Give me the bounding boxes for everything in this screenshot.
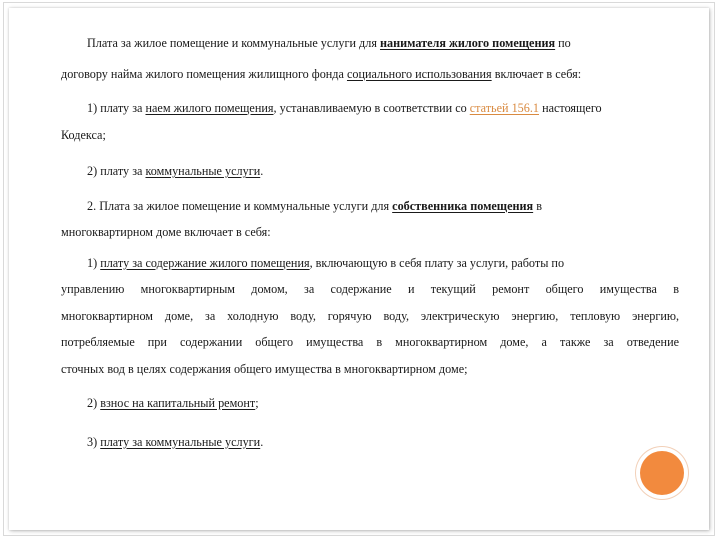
document-body (61, 30, 679, 455)
paragraph-item-maintenance (61, 250, 679, 383)
term-capital-repair: взнос на капитальный ремонт (100, 396, 256, 410)
paragraph-text: Кодекса; (61, 127, 106, 142)
term-tenant: нанимателя жилого помещения (379, 36, 556, 50)
paragraph-text: , включающую в себя плату за услуги, работы по (309, 255, 565, 270)
paragraph-text: сточных вод в целях содержания общего имущества в многоквартирном доме; (61, 361, 468, 376)
paragraph-text: включает в себя: (491, 66, 582, 81)
paragraph-item-capital-repair (61, 390, 679, 417)
paragraph-item-owner-utilities (61, 429, 679, 456)
paragraph-text: ; (255, 396, 259, 410)
paragraph-text: многоквартирном доме, за холодную воду, горячую воду, электрическую энергию, тепловую энергию, (61, 308, 679, 323)
orange-circle-fill (640, 451, 684, 495)
article-link[interactable]: статьей 156.1 (469, 101, 540, 115)
paragraph-text: . (260, 434, 264, 449)
paragraph-text: 2. Плата за жилое помещение и коммунальные услуги для (87, 198, 393, 213)
term-owner: собственника помещения (392, 198, 534, 213)
paragraph-text: управлению многоквартирным домом, за содержание и текущий ремонт общего имущества в (61, 282, 679, 296)
paragraph-text: . (260, 164, 264, 178)
paragraph-text: настоящего (539, 101, 602, 115)
term-maintenance: плату за содержание жилого помещения (100, 255, 310, 270)
paragraph-text: 2) плату за (87, 164, 146, 178)
paragraph-text: 1) (87, 255, 101, 270)
term-owner-utilities: плату за коммунальные услуги (100, 434, 261, 449)
paragraph-text: Плата за жилое помещение и коммунальные услуги для (87, 36, 380, 50)
paragraph-text: , устанавливаемую в соответствии со (273, 101, 470, 115)
paragraph-item-utilities (61, 158, 679, 185)
paragraph-text: 3) (87, 434, 101, 449)
paragraph-text: по (555, 36, 571, 50)
paragraph-text: в (533, 198, 542, 213)
paragraph-tenant-payment (61, 30, 679, 87)
paragraph-text: 1) плату за (87, 101, 146, 115)
term-rent: наем жилого помещения (145, 101, 274, 115)
paragraph-owner-payment (61, 193, 679, 246)
term-utilities: коммунальные услуги (145, 164, 261, 178)
orange-circle-icon (636, 447, 688, 499)
paragraph-text: многоквартирном доме включает в себя: (61, 225, 271, 239)
paragraph-text: 2) (87, 396, 101, 410)
paragraph-text: договору найма жилого помещения жилищного фонда (61, 66, 347, 81)
paragraph-text: потребляемые при содержании общего имущества в многоквартирном доме, а также за отведение (61, 335, 679, 349)
paragraph-item-rent (61, 95, 679, 148)
term-social-use: социального использования (346, 66, 492, 81)
